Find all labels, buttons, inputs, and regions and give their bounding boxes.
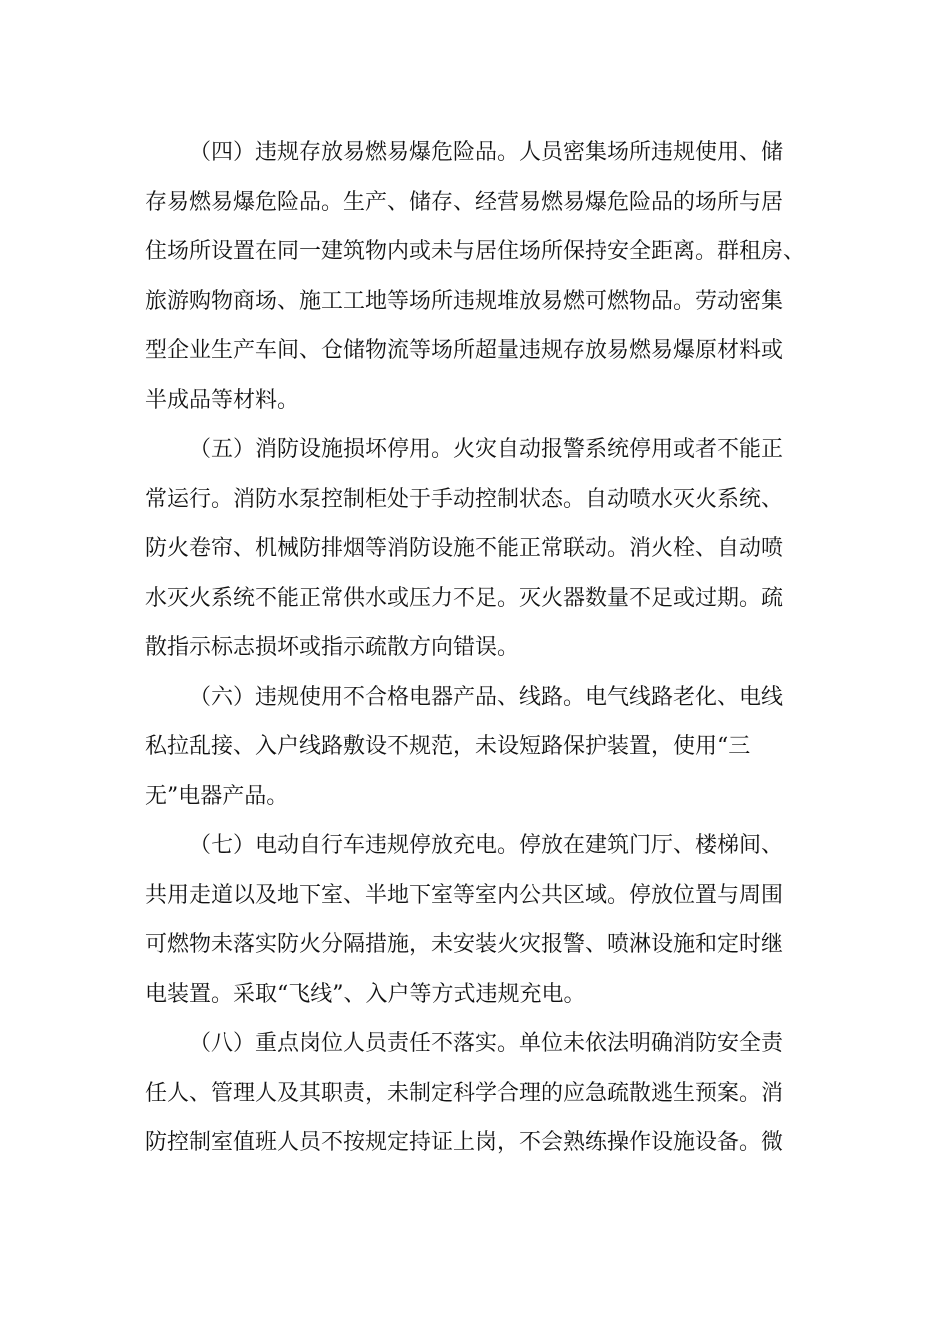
paragraph-4-line-6: 半成品等材料。: [145, 387, 300, 413]
paragraph-4-line-3: 住场所设置在同一建筑物内或未与居住场所保持安全距离。群租房、: [145, 239, 806, 264]
paragraph-4-line-2: 存易燃易爆危险品。生产、储存、经营易燃易爆危险品的场所与居: [145, 189, 784, 215]
paragraph-8-line-3: 防控制室值班人员不按规定持证上岗，不会熟练操作设施设备。微: [145, 1130, 784, 1155]
paragraph-5-line-5: 散指示标志损坏或指示疏散方向错误。: [145, 635, 520, 660]
paragraph-5-line-4: 水灭火系统不能正常供水或压力不足。灭火器数量不足或过期。疏: [145, 585, 784, 611]
paragraph-5-line-1: （五）消防设施损坏停用。火灾自动报警系统停用或者不能正: [189, 437, 784, 462]
paragraph-4-line-5: 型企业生产车间、仓储物流等场所超量违规存放易燃易爆原材料或: [145, 338, 784, 363]
paragraph-6-line-2: 私拉乱接、入户线路敷设不规范，未设短路保护装置，使用“三: [145, 734, 751, 759]
paragraph-7-line-1: （七）电动自行车违规停放充电。停放在建筑门厅、楼梯间、: [189, 833, 784, 858]
paragraph-6-line-3: 无”电器产品。: [145, 783, 289, 809]
paragraph-7-line-3: 可燃物未落实防火分隔措施，未安装火灾报警、喷淋设施和定时继: [145, 932, 784, 957]
paragraph-7-line-4: 电装置。采取“飞线”、入户等方式违规充电。: [145, 981, 586, 1007]
paragraph-5-line-3: 防火卷帘、机械防排烟等消防设施不能正常联动。消火栓、自动喷: [145, 536, 784, 561]
paragraph-4-line-1: （四）违规存放易燃易爆危险品。人员密集场所违规使用、储: [189, 140, 784, 165]
paragraph-4-line-4: 旅游购物商场、施工工地等场所违规堆放易燃可燃物品。劳动密集: [145, 288, 784, 314]
paragraph-8-line-2: 任人、管理人及其职责，未制定科学合理的应急疏散逃生预案。消: [145, 1080, 784, 1106]
document-body: [145, 128, 825, 1168]
paragraph-5-line-2: 常运行。消防水泵控制柜处于手动控制状态。自动喷水灭火系统、: [145, 486, 784, 512]
paragraph-6-line-1: （六）违规使用不合格电器产品、线路。电气线路老化、电线: [189, 684, 784, 710]
paragraph-7-line-2: 共用走道以及地下室、半地下室等室内公共区域。停放位置与周围: [145, 882, 784, 908]
paragraph-8-line-1: （八）重点岗位人员责任不落实。单位未依法明确消防安全责: [189, 1031, 784, 1056]
